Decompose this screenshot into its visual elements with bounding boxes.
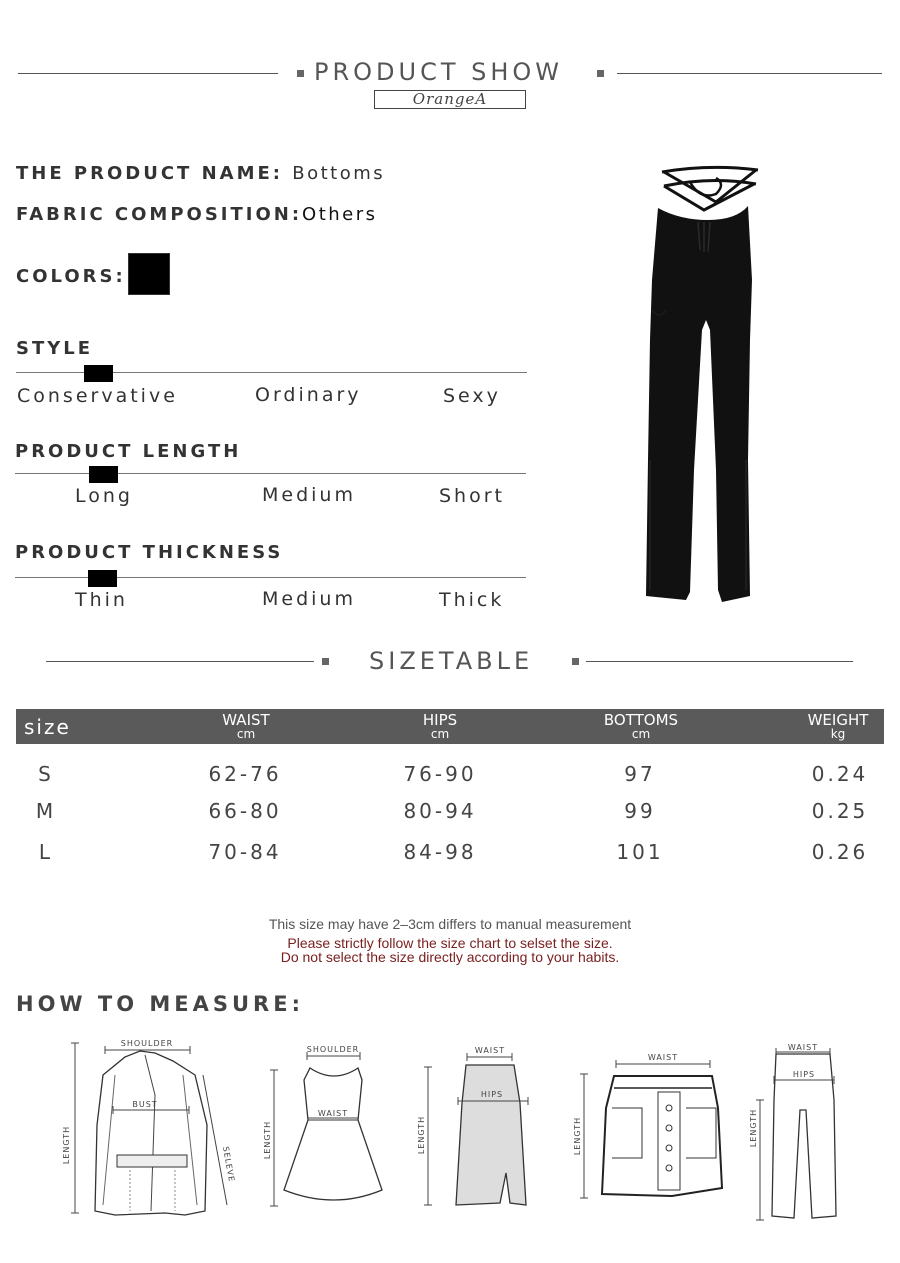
thickness-marker (88, 570, 117, 587)
pants-length-label: LENGTH (749, 1108, 758, 1148)
dress-waist-label: WAIST (317, 1109, 349, 1118)
col-header-hips-name: HIPS (422, 711, 458, 729)
col-header-weight-name: WEIGHT (807, 711, 869, 729)
style-label: STYLE (16, 338, 94, 359)
page-title: PRODUCT SHOW (314, 58, 564, 86)
header-line-left (18, 73, 278, 74)
skirt-length-label: LENGTH (417, 1115, 426, 1155)
skirt-waist-label: WAIST (474, 1046, 506, 1055)
pants-hips-label: HIPS (792, 1070, 816, 1079)
col-header-bottoms-name: BOTTOMS (603, 711, 679, 729)
product-name-label: THE PRODUCT NAME: (16, 163, 283, 184)
skirt-hips-label: HIPS (480, 1090, 504, 1099)
jacket-bust-label: BUST (132, 1100, 158, 1109)
header-line-right (617, 73, 882, 74)
dress-shoulder-label: SHOULDER (306, 1045, 360, 1054)
jacket-diagram (55, 1035, 245, 1225)
cell-bottoms: 99 (624, 799, 656, 823)
cell-hips: 84-98 (403, 840, 477, 864)
cell-weight: 0.25 (811, 799, 869, 823)
how-to-measure-title: HOW TO MEASURE: (16, 992, 304, 1016)
product-image-pants (620, 160, 790, 610)
col-header-hips-unit: cm (430, 727, 450, 741)
cell-size: S (38, 762, 54, 786)
dress-diagram (262, 1040, 397, 1215)
length-option-medium: Medium (262, 484, 356, 506)
skirt-diagram (412, 1043, 537, 1218)
cell-size: L (38, 840, 54, 864)
thickness-option-thick: Thick (439, 589, 505, 611)
cell-waist: 66-80 (208, 799, 282, 823)
dress-length-label: LENGTH (263, 1120, 272, 1160)
col-header-bottoms (576, 713, 706, 740)
cell-bottoms: 97 (624, 762, 656, 786)
fabric-value: Others (302, 204, 378, 225)
col-header-weight (788, 713, 888, 740)
col-header-waist-unit: cm (236, 727, 256, 741)
fabric-row (16, 204, 378, 225)
jacket-shoulder-label: SHOULDER (120, 1039, 174, 1048)
sizetable-title: SIZETABLE (369, 647, 534, 675)
fabric-label: FABRIC COMPOSITION: (16, 204, 303, 225)
header-square-left (297, 70, 304, 77)
style-option-ordinary: Ordinary (255, 384, 362, 406)
length-option-short: Short (439, 485, 505, 507)
product-name-value: Bottoms (292, 163, 386, 184)
length-option-long: Long (75, 485, 133, 507)
jacket-sleeve-label: SELEVE (221, 1145, 237, 1183)
pants-waist-label: WAIST (787, 1043, 819, 1052)
color-swatch-black[interactable] (128, 253, 170, 295)
cell-waist: 62-76 (208, 762, 282, 786)
product-name-row (16, 163, 385, 184)
cell-size: M (35, 799, 57, 823)
pants-diagram (748, 1040, 858, 1225)
col-header-size: size (24, 715, 71, 739)
sizetable-line-left (46, 661, 314, 662)
note-warning-2: Do not select the size directly according to your habits. (280, 949, 620, 965)
colors-label: COLORS: (16, 266, 126, 287)
cell-waist: 70-84 (208, 840, 282, 864)
col-header-waist-name: WAIST (222, 711, 270, 729)
style-marker (84, 365, 113, 382)
shorts-waist-label: WAIST (647, 1053, 679, 1062)
cell-hips: 76-90 (403, 762, 477, 786)
sizetable-line-right (586, 661, 853, 662)
col-header-weight-unit: kg (830, 727, 846, 741)
sizetable-square-right (572, 658, 579, 665)
note-warning-1: Please strictly follow the size chart to selset the size. (287, 935, 613, 951)
size-table-header (16, 709, 884, 744)
col-header-bottoms-unit: cm (631, 727, 651, 741)
cell-bottoms: 101 (616, 840, 664, 864)
cell-weight: 0.26 (811, 840, 869, 864)
style-option-sexy: Sexy (443, 385, 501, 407)
col-header-waist (196, 713, 296, 740)
style-option-conservative: Conservative (17, 385, 178, 407)
thickness-option-medium: Medium (262, 588, 356, 610)
cell-weight: 0.24 (811, 762, 869, 786)
length-marker (89, 466, 118, 483)
shorts-diagram (572, 1048, 732, 1208)
brand-name: OrangeA (374, 90, 526, 109)
header-square-right (597, 70, 604, 77)
sizetable-square-left (322, 658, 329, 665)
jacket-length-label: LENGTH (62, 1125, 71, 1165)
cell-hips: 80-94 (403, 799, 477, 823)
thickness-option-thin: Thin (75, 589, 128, 611)
thickness-label: PRODUCT THICKNESS (15, 542, 284, 563)
shorts-length-label: LENGTH (573, 1116, 582, 1156)
length-label: PRODUCT LENGTH (15, 441, 242, 462)
col-header-hips (390, 713, 490, 740)
note-measurement: This size may have 2–3cm differs to manual measurement (268, 916, 632, 932)
